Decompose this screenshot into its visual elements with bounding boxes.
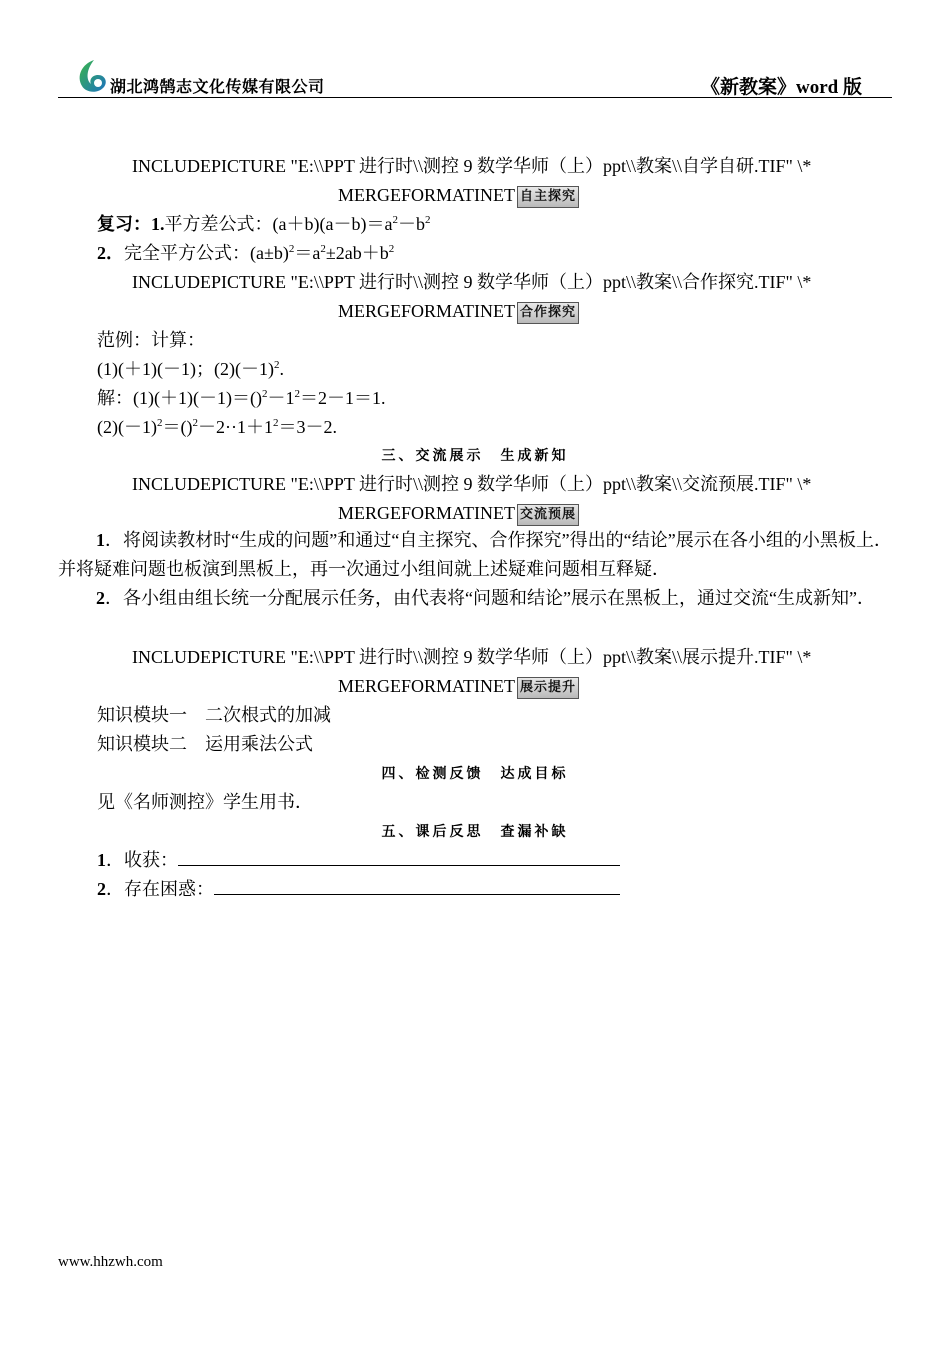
solution-2-a: (2)(－1) [97,417,157,437]
mergeformat-text: MERGEFORMATINET [338,185,516,205]
review-item-2-text: 完全平方公式：(a±b) [124,243,289,263]
badge-zizhu-image: 自主探究 [517,186,579,208]
review-item-1 [97,212,430,236]
section-heading-5 [0,821,950,841]
review-num-1: 1. [151,214,165,234]
mergeformat-line [338,501,579,526]
badge-hezuo-image: 合作探究 [517,302,579,324]
company-name: 湖北鸿鹄志文化传媒有限公司 [110,77,325,96]
exchange-paragraph-1 [58,526,892,584]
confusion-blank-line [214,876,620,895]
review-num-2: 2． [97,243,124,263]
sup: 2 [320,243,326,255]
review-label: 复习： [97,214,151,234]
sup: 2 [156,417,163,429]
mergeformat-line [338,674,579,699]
section-heading-3: 三、交流展示 生成新知 [381,448,569,464]
example-solution-1 [97,386,385,410]
include-field-zhanshi: INCLUDEPICTURE "E:\\PPT 进行时\\测控 9 数学华师（上）ppt\\教案\\展示提升.TIF" \* [132,647,812,667]
review-item-2-tail: ±2ab＋b [325,243,389,263]
include-field-jiaoliu: INCLUDEPICTURE "E:\\PPT 进行时\\测控 9 数学华师（上）ppt\\教案\\交流预展.TIF" \* [132,474,812,494]
mergeformat-text: MERGEFORMATINET [338,503,516,523]
reflection-num-1: 1 [97,850,106,870]
company-logo-icon [72,56,112,96]
review-item-1-text: 平方差公式：(a＋b)(a－b)＝a [164,214,393,234]
paragraph-number: 1 [96,530,105,550]
review-item-1-mid: －b [397,214,425,234]
badge-zhanshi-image: 展示提升 [517,677,579,699]
review-item-2-mid: ＝a [294,243,321,263]
example-label: 范例：计算： [97,330,205,350]
solution-1-b: －1 [267,388,295,408]
knowledge-module-1: 知识模块一 二次根式的加减 [97,705,331,725]
exchange-paragraph-2 [58,584,892,613]
mergeformat-line [338,299,579,324]
knowledge-module-2: 知识模块二 运用乘法公式 [97,734,313,754]
sup: 2 [392,214,398,226]
mergeformat-text: MERGEFORMATINET [338,676,516,696]
section-heading-4: 四、检测反馈 达成目标 [381,766,569,782]
sup: 2 [261,388,268,400]
example-problems-text: (1)(＋1)(－1)；(2)(－1) [97,359,274,379]
sup: 2 [288,243,295,255]
solution-2-d: ＝3－2. [278,417,337,437]
example-solution-2 [97,415,337,439]
solution-2-b: ＝() [162,417,193,437]
badge-jiaoliu-image: 交流预展 [517,504,579,526]
reflection-label-2: ．存在困惑： [106,879,214,899]
mergeformat-line [338,183,579,208]
reflection-label-1: ．收获： [106,850,178,870]
example-problems-end: . [279,359,284,379]
solution-1-c: ＝2－1＝1. [299,388,386,408]
sup: 2 [424,214,431,226]
reflection-harvest [97,847,620,872]
sup: 2 [192,417,198,429]
review-item-2 [97,241,394,265]
sup: 2 [273,359,280,371]
solution-1-a: 解：(1)(＋1)(－1)＝() [97,388,262,408]
mergeformat-text: MERGEFORMATINET [338,301,516,321]
sup: 2 [272,417,279,429]
section-heading-5-text: 五、课后反思 查漏补缺 [381,824,569,840]
feedback-text: 见《名师测控》学生用书． [97,792,313,812]
reflection-confusion [97,876,620,901]
include-field-hezuo: INCLUDEPICTURE "E:\\PPT 进行时\\测控 9 数学华师（上）ppt\\教案\\合作探究.TIF" \* [132,272,812,292]
paragraph-text: ．将阅读教材时“生成的问题”和通过“自主探究、合作探究”得出的“结论”展示在各小组的小黑板上．并将疑难问题也板演到黑板上，再一次通过小组间就上述疑难问题相互释疑． [58,530,892,579]
paragraph-text: ．各小组由组长统一分配展示任务，由代表将“问题和结论”展示在黑板上，通过交流“生成新知”． [105,588,875,608]
paragraph-number: 2 [96,588,105,608]
harvest-blank-line [178,847,620,866]
reflection-num-2: 2 [97,879,106,899]
header-divider [58,97,892,98]
sup: 2 [388,243,395,255]
edition-label: 《新教案》word 版 [701,77,862,98]
solution-2-c: －2··1＋1 [197,417,273,437]
sup: 2 [294,388,300,400]
include-field-zizhu: INCLUDEPICTURE "E:\\PPT 进行时\\测控 9 数学华师（上）ppt\\教案\\自学自研.TIF" \* [132,156,812,176]
footer-url: www.hhzwh.com [58,1254,163,1270]
example-problems [97,357,284,381]
